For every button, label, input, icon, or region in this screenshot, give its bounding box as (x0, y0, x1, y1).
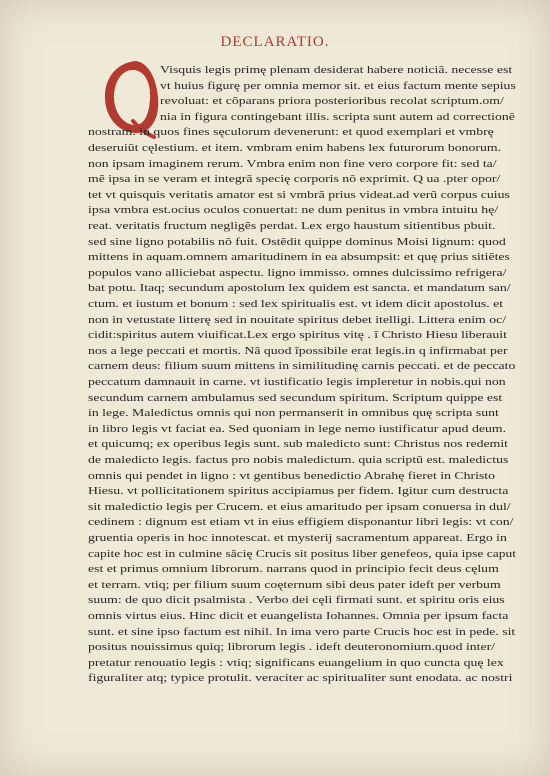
text-line: secundum carnem ambulamus sed secundum spiritum. Scriptum quippe est (88, 392, 503, 404)
text-line: revoluat: et cõparans priora posterioribus recolat scriptum.om/ (160, 96, 504, 108)
text-line: omnis virtus eius. Hinc dicit et euangelista Iohannes. Omnia per ipsum facta (88, 611, 509, 622)
text-line: carnem deus: filium suum mittens in similitudinę carnis peccati. et de peccato (88, 361, 516, 373)
text-line: reat. veritatis fructum negligẽs perdat. Lex ergo haustum sitientibus pbuit. (88, 221, 496, 232)
text-line: in lege. Maledictus omnis qui non permanserit in omnibus quę scripta sunt (88, 408, 499, 420)
text-line: mẽ ipsa in se veram et integrã specię corporis nõ exprimit. Q ua .pter opor/ (88, 174, 501, 186)
text-line: cedinem : dignum est etiam vt in eius effigiem disponantur libri legis: vt con/ (88, 517, 514, 529)
text-line: tet vt quisquis veritatis amator est si vmbrã prius videat.ad verũ corpus cuius (88, 189, 510, 201)
text-line: Visquis legis primę plenam desiderat habere noticiã. necesse est (160, 65, 513, 76)
text-line: vt huius figurę per omnia memor sit. et eius factum mente sepius (160, 80, 516, 92)
text-line: peccatum damnauit in carne. vt iustificatio legis impleretur in nobis.qui non (88, 377, 506, 388)
text-line: populos vano alliciebat aspectu. ligno immisso. omnes dulcissimo refrigera/ (88, 267, 507, 279)
page-heading: DECLARATIO. (220, 34, 330, 50)
text-line: et terram. vtiq; per filium suum coęternum sibi deus pater ideft per verbum (88, 579, 501, 591)
text-line: non in vetustate litterę sed in nouitate spiritus debet itelligi. Littera enim oc/ (88, 314, 507, 326)
text-line: positus nouissimus quiq; librorum legis . ideft deuteronomium.quod inter/ (88, 642, 496, 654)
text-line: gruentia operis in hoc innotescat. et mysterij sacramentum appareat. Ergo in (88, 533, 507, 544)
text-line: sit maledictio legis per Crucem. et eius amaritudo per ipsam conuersa in dul/ (88, 501, 511, 513)
text-line: mittens in aquam.omnem amaritudinem in ea absumpsit: et quę prius sitiẽtes (88, 252, 510, 264)
text-line: non ipsam imaginem rerum. Vmbra enim non fine vero corpore fit: sed ta/ (88, 158, 497, 170)
text-line: capite hoc est in culmine săcię Crucis sit positus liber genefeos, quia ipse caput (88, 548, 516, 560)
text-line: de maledicto legis. factus pro nobis maledictum. quia scriptũ est. maledictus (88, 455, 509, 466)
text-line: nos a lege peccati et mortis. Nã quod ĩpossibile erat legis.in q infirmabat per (88, 345, 508, 357)
text-line: nostram. in quos fines sęculorum devenerunt: et quod exemplari et vmbrę (88, 127, 494, 139)
text-line: et quicumq; ex operibus legis sunt. sub maledicto sunt: Christus nos redemit (88, 439, 509, 451)
text-line: Hiesu. vt pollicitationem spiritus accipiamus per fidem. Igitur cum destructa (88, 486, 509, 498)
text-line: suum: de quo dicit psalmista . Verbo dei cęli firmati sunt. et spiritu oris eius (88, 595, 505, 607)
text-line: deseruiũt cęlestium. et item. vmbram enim habens lex futurorum bonorum. (88, 143, 502, 154)
text-line: ipsa vmbra est.ocius oculos conuertat: ne dum penitus in vmbra intuitu hę/ (88, 205, 499, 217)
text-line: bat potu. Itaq; secundum apostolum lex quidem est sancta. et mandatum san/ (88, 283, 511, 295)
text-line: sed sine ligno potabilis nõ fuit. Ostẽdit quippe dominus Moisi lignum: quod (88, 236, 506, 248)
text-line: in libro legis vt faciat ea. Sed quoniam in lege nemo iustificatur apud deum. (88, 423, 507, 435)
text-line: cidit:spiritus autem viuificat.Lex ergo spiritus vitę . ĩ Christo Hiesu liberauit (88, 330, 507, 342)
text-line: figuraliter atq; typice protulit. veraciter ac spiritualiter sunt enodata. ac nostri (88, 673, 513, 685)
text-line: omnis qui pendet in ligno : vt gentibus benedictio Abrahę fieret in Christo (88, 470, 495, 482)
text-line: sunt. et sine ipso factum est nihil. In ima vero parte Crucis hoc est in pede. sit (88, 626, 516, 638)
text-line: est et primus omnium librorum. narrans quod in principio fecit deus cęlum (88, 564, 499, 576)
text-line: nia in figura contingebant illis. scripta sunt autem ad correctionẽ (160, 111, 515, 123)
text-line: pretatur renouatio legis : vtiq; significans euangelium in quo cuncta quę lex (88, 657, 504, 669)
text-line: ctum. et iustum et bonum : sed lex spiritualis est. vt idem dicit apostolus. et (88, 299, 504, 310)
